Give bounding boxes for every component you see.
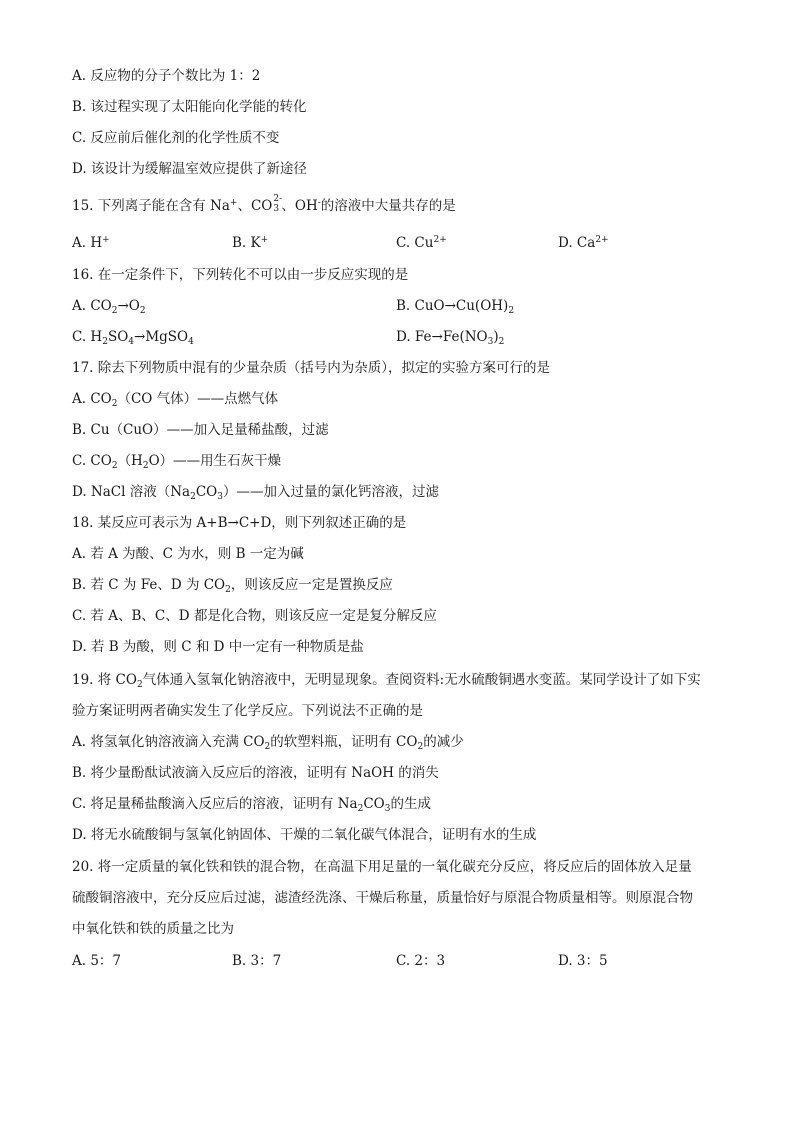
q20-stem-line2: 硫酸铜溶液中，充分反应后过滤，滤渣经洗涤、干燥后称量，质量恰好与原混合物质量相等。则原混合物 [72, 890, 693, 906]
q14-option-a: A. 反应物的分子个数比为 1：2 [72, 68, 261, 84]
q20-stem-line1: 20. 将一定质量的氧化铁和铁的混合物，在高温下用足量的一氧化碳充分反应，将反应后的固体放入足量 [72, 859, 692, 875]
q15-option-b: B. K+ [232, 235, 269, 251]
q19-option-b: B. 将少量酚酞试液滴入反应后的溶液，证明有 NaOH 的消失 [72, 765, 439, 781]
q14-option-b: B. 该过程实现了太阳能向化学能的转化 [72, 99, 307, 115]
q15-option-a: A. H+ [72, 235, 110, 251]
q18-option-b: B. 若 C 为 Fe、D 为 $CO_2$，则该反应一定是置换反应 [72, 577, 393, 595]
q19-stem-line1: 19. 将 $CO_2$气体通入氢氧化钠溶液中，无明显现象。查阅资料:无水硫酸铜遇水变蓝。某同学设计了如下实 [72, 672, 701, 690]
q15-stem: 15. 下列离子能在含有 Na+、CO 2- 3 、OH-的溶液中大量共存的是 [72, 194, 456, 214]
q19-stem-line2: 验方案证明两者确实发生了化学反应。下列说法不正确的是 [72, 703, 423, 719]
q20-option-d: D. 3：5 [558, 953, 608, 969]
q18-option-c: C. 若 A、B、C、D 都是化合物，则该反应一定是复分解反应 [72, 608, 437, 624]
q15-option-c: C. $Cu^{2+}$ [396, 235, 447, 251]
q16-option-a: A. $CO_2\to O_2$ [72, 298, 146, 316]
q20-stem-line3: 中氧化铁和铁的质量之比为 [72, 921, 234, 937]
q18-option-d: D. 若 B 为酸，则 C 和 D 中一定有一种物质是盐 [72, 639, 364, 655]
q15-option-d: D. $Ca^{2+}$ [558, 235, 609, 251]
q17-option-a: A. $CO_2(CO$ 气体）——点燃气体 [72, 391, 279, 409]
q17-stem: 17. 除去下列物质中混有的少量杂质（括号内为杂质），拟定的实验方案可行的是 [72, 360, 551, 376]
q17-option-d: D. NaCl 溶液$(Na_2CO_3)——$加入过量的氯化钙溶液，过滤 [72, 484, 439, 502]
q16-option-c: C. $H_2SO_4\to MgSO_4$ [72, 329, 194, 347]
q19-option-a: A. 将氢氧化钠溶液滴入充满 $CO_2$的软塑料瓶，证明有 $CO_2$的减少 [72, 734, 464, 752]
q16-option-b: B. $CuO\to Cu(OH)_2$ [396, 298, 515, 316]
q20-option-a: A. 5：7 [72, 953, 122, 969]
q14-option-d: D. 该设计为缓解温室效应提供了新途径 [72, 161, 307, 177]
q17-option-c: C. $CO_2(H_2O)——$用生石灰干燥 [72, 453, 282, 471]
q16-option-d: D. $Fe\to Fe(NO_3)_2$ [396, 329, 505, 347]
q18-stem: 18. 某反应可表示为 A+B→C+D，则下列叙述正确的是 [72, 515, 407, 531]
q17-option-b: B. Cu（CuO）——加入足量稀盐酸，过滤 [72, 422, 329, 438]
q16-stem: 16. 在一定条件下，下列转化不可以由一步反应实现的是 [72, 267, 409, 283]
q18-option-a: A. 若 A 为酸、C 为水，则 B 一定为碱 [72, 546, 304, 562]
q19-option-c: C. 将足量稀盐酸滴入反应后的溶液，证明有 $Na_2CO_3$的生成 [72, 796, 431, 814]
q19-option-d: D. 将无水硫酸铜与氢氧化钠固体、干燥的二氧化碳气体混合，证明有水的生成 [72, 827, 537, 843]
q14-option-c: C. 反应前后催化剂的化学性质不变 [72, 130, 280, 146]
q20-option-c: C. 2：3 [396, 953, 446, 969]
q20-option-b: B. 3：7 [232, 953, 282, 969]
